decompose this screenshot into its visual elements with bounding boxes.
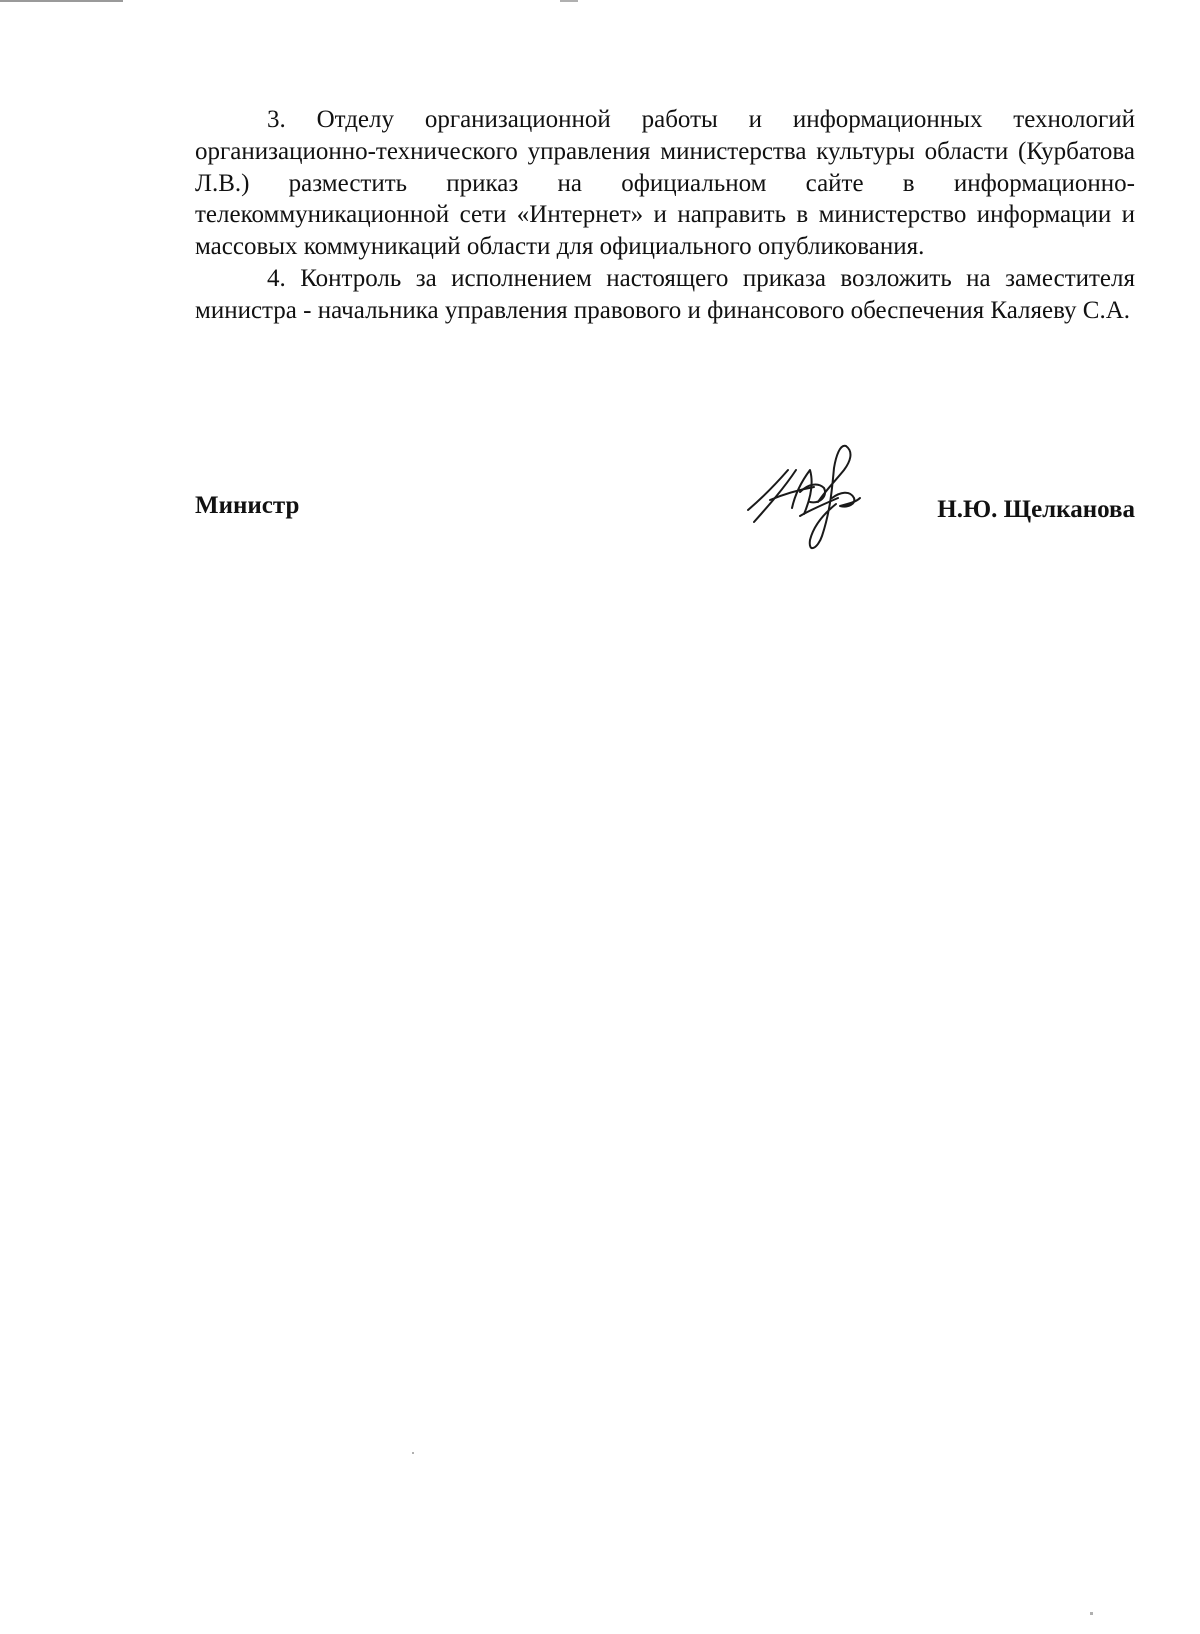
signature-block xyxy=(195,440,1135,570)
scan-edge-mark xyxy=(0,0,123,2)
paragraph-item-4: 4. Контроль за исполнением настоящего приказа возложить на заместителя министра - начальника управления правового и финансового обеспечения Каляеву С.А. xyxy=(195,264,1135,324)
paragraph-item-3: 3. Отделу организационной работы и информационных технологий организационно-технического управления министерства культуры области (Курбатова Л.В.) разместить приказ на официальном сайте в информационно-телекоммуникационной сети «Интернет» и направить в министерство информации и массовых коммуникаций области для официального опубликования. xyxy=(195,106,1135,261)
signer-title: Министр xyxy=(195,492,300,519)
document-body xyxy=(195,104,1135,327)
signer-name: Н.Ю. Щелканова xyxy=(937,496,1135,523)
scan-speck xyxy=(560,0,578,2)
scan-speck xyxy=(412,1452,414,1454)
signature-icon xyxy=(740,440,890,560)
scan-speck xyxy=(1090,1612,1093,1615)
